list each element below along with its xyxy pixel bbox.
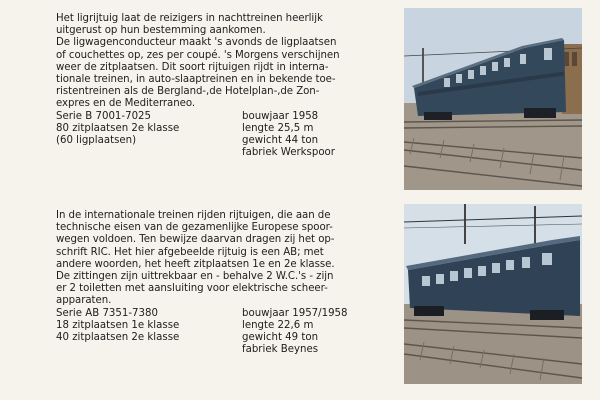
specs-right-column bbox=[242, 111, 394, 160]
text-line: wegen voldoen. Ten bewijze daarvan dragen zij het op- bbox=[56, 234, 335, 246]
text-line: In de internationale treinen rijden rijtuigen, die aan de bbox=[56, 210, 331, 221]
specs-ric-coach bbox=[56, 308, 394, 357]
text-line: tionale treinen, in auto-slaaptreinen en in bekende toe- bbox=[56, 74, 336, 86]
spec-series: Serie B 7001-7025 bbox=[56, 110, 152, 122]
specs-sleeper-coach bbox=[56, 111, 394, 160]
section-sleeper-coach-text bbox=[56, 13, 394, 111]
specs-left-column bbox=[56, 308, 242, 357]
text-line: technische eisen van de gezamenlijke Europese spoor- bbox=[56, 222, 333, 234]
photo-ric-coach bbox=[404, 204, 582, 384]
text-line: schrift RIC. Het hier afgebeelde rijtuig is een AB; met bbox=[56, 246, 324, 258]
text-line: er 2 toiletten met aansluiting voor elektrische scheer- bbox=[56, 283, 328, 295]
section-ric-coach-text bbox=[56, 210, 394, 308]
text-line: expres en de Mediterraneo. bbox=[56, 98, 196, 110]
text-line: weer de zitplaatsen. Dit soort rijtuigen rijdt in interna- bbox=[56, 61, 329, 73]
section-sleeper-coach bbox=[56, 13, 394, 159]
text-line: Het ligrijtuig laat de reizigers in nachttreinen heerlijk bbox=[56, 13, 323, 24]
spec-seats: 80 zitplaatsen 2e klasse bbox=[56, 122, 180, 134]
photo-sleeper-coach bbox=[404, 8, 582, 190]
text-line: ristentreinen als de Bergland-,de Hotelplan-,de Zon- bbox=[56, 86, 320, 98]
section-ric-coach bbox=[56, 210, 394, 356]
spec-weight: gewicht 44 ton bbox=[242, 135, 319, 147]
specs-left-column bbox=[56, 111, 242, 160]
photo-ric-coach-illustration bbox=[404, 204, 582, 384]
spec-build-year: bouwjaar 1957/1958 bbox=[242, 307, 348, 319]
spec-manufacturer: fabriek Werkspoor bbox=[242, 147, 335, 159]
spec-series: Serie AB 7351-7380 bbox=[56, 307, 158, 319]
text-line: De ligwagenconducteur maakt 's avonds de ligplaatsen bbox=[56, 37, 337, 49]
text-line: De zittingen zijn uittrekbaar en - behalve 2 W.C.'s - zijn bbox=[56, 271, 334, 283]
spec-berths: (60 ligplaatsen) bbox=[56, 135, 137, 147]
specs-right-column bbox=[242, 308, 394, 357]
spec-length: lengte 22,6 m bbox=[242, 319, 314, 331]
text-line: of couchettes op, zes per coupé. 's Morgens verschijnen bbox=[56, 49, 340, 61]
photo-sleeper-coach-illustration bbox=[404, 8, 582, 190]
text-line: andere woorden, het heeft zitplaatsen 1e en 2e klasse. bbox=[56, 258, 335, 270]
text-line: uitgerust op hun bestemming aankomen. bbox=[56, 25, 266, 37]
spec-seats-first: 18 zitplaatsen 1e klasse bbox=[56, 319, 180, 331]
spec-build-year: bouwjaar 1958 bbox=[242, 110, 319, 122]
text-line: apparaten. bbox=[56, 295, 112, 307]
spec-length: lengte 25,5 m bbox=[242, 122, 314, 134]
spec-manufacturer: fabriek Beynes bbox=[242, 344, 319, 356]
spec-seats-second: 40 zitplaatsen 2e klasse bbox=[56, 332, 180, 344]
spec-weight: gewicht 49 ton bbox=[242, 332, 319, 344]
